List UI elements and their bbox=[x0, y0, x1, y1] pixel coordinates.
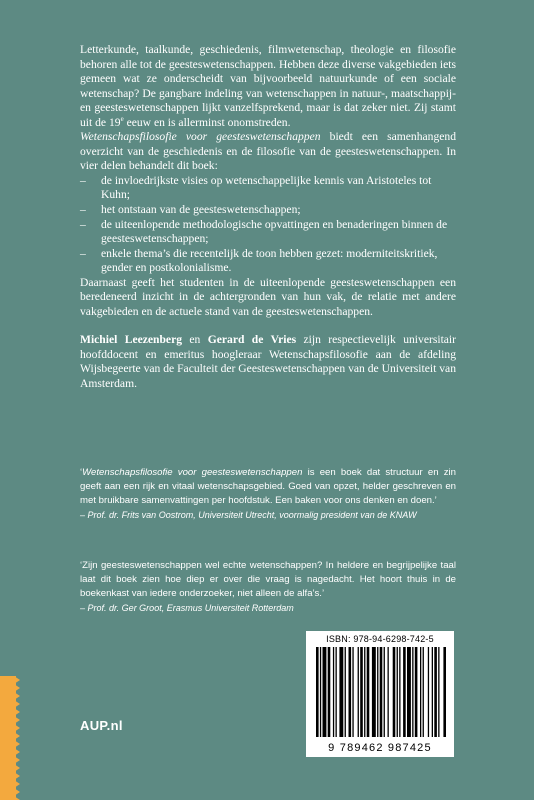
author-name-2: Gerard de Vries bbox=[207, 333, 297, 347]
list-item: – de uiteenlopende methodologische opvattingen en benaderingen binnen de geesteswetenschappen; bbox=[80, 218, 456, 247]
publisher-url[interactable]: AUP.nl bbox=[80, 718, 123, 733]
quote-open-mark: ‘ bbox=[80, 467, 83, 478]
quote-body: is een boek dat structuur en zin geeft aan een rijk en vitaal wetenschapsgebied. Goed van opzet, helder geschreven en met bruikbare samenvattingen per hoofdstuk. Een baken voor ons denken en doen.’ bbox=[80, 467, 456, 506]
book-title-italic: Wetenschapsfilosofie voor geesteswetenschappen bbox=[80, 130, 321, 144]
quote-attribution: – Prof. dr. Ger Groot, Erasmus Universiteit Rotterdam bbox=[80, 603, 294, 613]
accent-tab bbox=[0, 676, 16, 800]
author-bio-text: zijn respectievelijk universitair hoofddocent en emeritus hoogleraar Wetenschapsfilosofie aan de afdeling Wijsbegeerte van de Faculteit der Geesteswetenschappen van de Universiteit van Amsterdam. bbox=[80, 333, 457, 391]
century-superscript: e bbox=[120, 114, 124, 123]
quote-book-title: Wetenschapsfilosofie voor geesteswetenschappen bbox=[82, 467, 303, 478]
ean-digits: 9 789462 987425 bbox=[328, 742, 432, 754]
list-item: – enkele thema’s die recentelijk de toon hebben gezet: moderniteitskritiek, gender en postkolonialisme. bbox=[80, 247, 456, 276]
author-connector: en bbox=[182, 333, 208, 347]
zigzag-edge-icon bbox=[14, 676, 22, 800]
isbn-label: ISBN: 978-94-6298-742-5 bbox=[326, 634, 434, 644]
isbn-barcode bbox=[306, 631, 454, 757]
review-quote-1 bbox=[80, 466, 456, 522]
list-item: – de invloedrijkste visies op wetenschappelijke kennis van Aristoteles tot Kuhn; bbox=[80, 174, 456, 203]
intro-text-end: eeuw en is allerminst onomstreden. bbox=[123, 115, 291, 129]
quote-attribution: – Prof. dr. Frits van Oostrom, Universiteit Utrecht, voormalig president van de KNAW bbox=[80, 510, 417, 520]
overview-paragraph bbox=[80, 130, 456, 174]
author-bio bbox=[80, 333, 456, 391]
author-name-1: Michiel Leezenberg bbox=[80, 333, 183, 347]
quote-text: ‘Zijn geesteswetenschappen wel echte wetenschappen? In heldere en begrijpelijke taal laat dit boek zien hoe diep er over die vraag is nagedacht. Het hoort thuis in de boekenkast van iedere onderzoeker, niet alleen de alfa’s.’ bbox=[80, 560, 456, 599]
intro-paragraph bbox=[80, 43, 456, 130]
overview-text: biedt een samenhangend overzicht van de geschiedenis en de filosofie van de geesteswetenschappen. In vier delen behandelt dit boek: bbox=[80, 130, 456, 173]
back-cover-blurb bbox=[80, 43, 456, 392]
review-quote-2 bbox=[80, 559, 456, 615]
quote-text bbox=[80, 466, 456, 508]
intro-text: Letterkunde, taalkunde, geschiedenis, filmwetenschap, theologie en filosofie behoren alle tot de geesteswetenschappen. Hebben deze diverse vakgebieden iets gemeen wat ze onderscheidt van bijvoorbeeld natuurkunde of een sociale wetenschap? De gangbare indeling van wetenschappen in natuur-, maatschappij- en geesteswetenschappen lijkt vanzelfsprekend, maar is dat zeker niet. Zij stamt uit de 19 bbox=[80, 43, 456, 129]
barcode-bars-icon bbox=[314, 647, 446, 737]
closing-paragraph: Daarnaast geeft het studenten in de uiteenlopende geesteswetenschappen een beredeneerd inzicht in de achtergronden van hun vak, de relatie met andere vakgebieden en de actuele stand van de geesteswetenschappen. bbox=[80, 275, 456, 318]
list-item: – het ontstaan van de geesteswetenschappen; bbox=[80, 203, 456, 218]
contents-list bbox=[80, 174, 456, 276]
